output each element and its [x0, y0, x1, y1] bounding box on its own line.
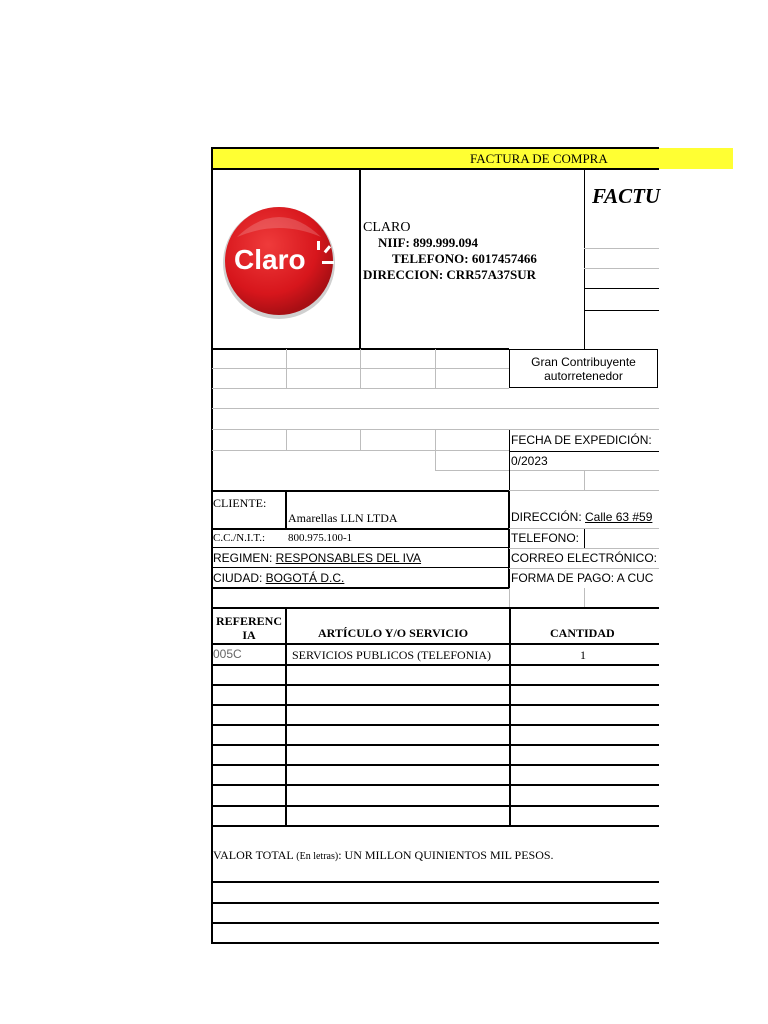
claro-logo: [220, 197, 338, 327]
cliente-label: CLIENTE:: [213, 496, 267, 510]
nit-label: C.C./N.I.T.:: [213, 532, 266, 544]
company-telefono: TELEFONO: 6017457466: [392, 251, 537, 266]
fecha-expedicion-value: 0/2023: [511, 454, 548, 468]
row-ref: 005C: [213, 647, 242, 661]
direccion-value: Calle 63 #59: [585, 510, 653, 524]
logo-text: Claro: [234, 244, 306, 275]
company-niif: NIIF: 899.999.094: [378, 235, 479, 250]
col-article-header: ARTÍCULO Y/O SERVICIO: [318, 626, 469, 640]
row-qty: 1: [580, 648, 586, 662]
company-name: CLARO: [363, 220, 411, 235]
valor-total-value: : UN MILLON QUINIENTOS MIL PESOS.: [338, 848, 554, 862]
direccion-cliente: [511, 511, 652, 523]
valor-total-label: VALOR TOTAL: [213, 848, 297, 862]
company-direccion: DIRECCION: CRR57A37SUR: [363, 267, 536, 282]
forma-pago-label: FORMA DE PAGO: A CUC: [511, 571, 654, 585]
cliente-value: Amarellas LLN LTDA: [288, 511, 398, 525]
tax-line-2: autorretenedor: [544, 369, 623, 383]
regimen-value: RESPONSABLES DEL IVA: [275, 551, 422, 565]
fecha-expedicion-label: FECHA DE EXPEDICIÓN:: [511, 433, 652, 447]
nit-value: 800.975.100-1: [288, 532, 353, 544]
correo-label: CORREO ELECTRÓNICO:: [511, 551, 658, 565]
tax-status-box: [509, 349, 658, 388]
invoice-title: FACTURA DE COMPRA: [470, 151, 608, 166]
telefono-label: TELEFONO:: [511, 531, 580, 545]
ciudad-value: BOGOTÁ D.C.: [265, 571, 345, 585]
ciudad-label: CIUDAD:: [213, 571, 266, 585]
valor-total-label-small: (En letras): [296, 851, 339, 862]
col-qty-header: CANTIDAD: [550, 626, 615, 640]
regimen-label: REGIMEN:: [213, 551, 276, 565]
row-article: SERVICIOS PUBLICOS (TELEFONIA): [292, 648, 492, 662]
document-big-title: FACTU: [592, 184, 661, 208]
regimen: [213, 552, 421, 564]
col-ref-line1: REFERENC: [215, 614, 282, 628]
ciudad: [213, 572, 344, 584]
col-ref-header: [213, 614, 285, 642]
tax-line-1: Gran Contribuyente: [531, 355, 636, 369]
claro-logo-icon: [314, 241, 338, 281]
col-ref-line2: IA: [242, 628, 256, 642]
direccion-label: DIRECCIÓN:: [511, 510, 586, 524]
valor-total: [213, 849, 554, 862]
